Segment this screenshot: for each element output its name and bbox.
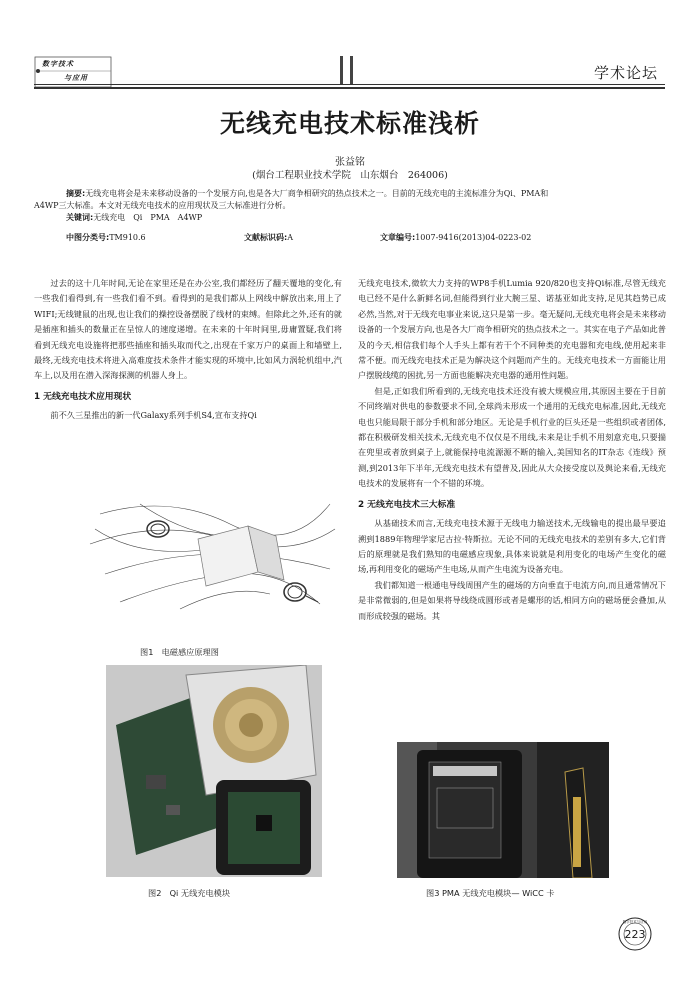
classification-number: 中图分类号:TM910.6 xyxy=(66,233,146,242)
right-paragraph2: 但是,正如我们所看到的,无线充电技术还没有被大规模应用,其原因主要在于目前不同终端对供电的参数要求不同,全球尚未形成一个通用的无线充电标准,因此,无线充电也只能局限于部分手机和部分地区。无论是手机行业的巨头还是一些组织或者团体,都在积极研发相关技术,无线充电不仅仅是不用线,未来是让手机不用刻意充电,只要揣在兜里或者放到桌子上,就能保持电流源源不断的输入,美国知名的IT杂志《连线》预测,到2013年下半年,无线充电技术有望普及,因此从大众接受度以及舆论来看,无线充电技术的发展将有一个不错的环境。 xyxy=(358,385,666,489)
abstract-block xyxy=(34,188,666,224)
author-name: 张益铭 xyxy=(335,157,365,168)
right-paragraph4: 我们都知道一根通电导线周围产生的磁场的方向垂直于电流方向,而且通常情况下是非常微弱的,但是如果将导线绕成圆形或者是螺形的话,相同方向的磁场便会叠加,从而形成较强的磁场。其 xyxy=(358,579,666,621)
figure3-caption: 图3 PMA 无线充电模块— WiCC 卡 xyxy=(426,888,555,898)
right-paragraph1: 无线充电技术,微软大力支持的WP8手机Lumia 920/820也支持Qi标准,尽管无线充电已经不是什么新鲜名词,但能得到行业大腕三星、诺基亚如此支持,足见其趋势已成必然,当然,对于无线充电事业来说,这只是第一步。毫无疑问,无线充电将会是未来移动设备的一个发展方向,也是各大厂商争相研究的热点技术之一。其实在电子产品如此普及的今天,相信我们每个人手头上都有若干个不同种类的充电器和充电线,使用起来非常不便。而无线充电技术正是为解决这个问题而产生的。无线充电技术一方面能让用户摆脱线缆的困扰,另一方面也能解决充电器的通用性问题。 xyxy=(358,278,666,381)
article-title: 无线充电技术标准浅析 xyxy=(219,109,480,138)
figure3-pma-card-photo xyxy=(397,742,609,878)
figure2-caption: 图2 Qi 无线充电模块 xyxy=(148,888,231,898)
document-code: 文献标识码:A xyxy=(244,233,293,242)
right-column-text xyxy=(358,276,666,624)
section1-paragraph: 前不久三星推出的新一代Galaxy系列手机S4,宣布支持Qi xyxy=(50,410,257,421)
page-badge-text: 数字技术与应用 xyxy=(622,920,648,924)
abstract-text-line2: A4WP三大标准。本文对无线充电技术的应用现状及三大标准进行分析。 xyxy=(34,201,291,210)
wicc-card-image-icon xyxy=(397,742,609,878)
figure1-caption: 图1 电磁感应原理图 xyxy=(140,647,219,657)
section2-heading: 2 无线充电技术三大标准 xyxy=(358,499,456,510)
magnetic-field-diagram-icon xyxy=(80,484,340,624)
intro-paragraph: 过去的这十几年时间,无论在家里还是在办公室,我们都经历了翻天覆地的变化,有一些我们看得到,有一些我们看不到。看得到的是我们都从上网线中解放出来,用上了WIFI;无线键鼠的出现,也让我们的操控设备摆脱了线材的束缚。但除此之外,还有的就是插座和插头的数量正在呈惊人的速度递增。在未来的十年时间里,毋庸置疑,我们将看到无线充电设施将把那些插座和插头取而代之,出现在千家万户的桌面上和墙壁上,最终,无线充电技术将进入高难度技术条件才能实现的环境中,比如风力涡轮机组中,汽车上,以及用在潜入深海探测的机器人身上。 xyxy=(34,278,342,381)
figure1-induction-diagram xyxy=(80,484,340,624)
logo-text-line2: 与应用 xyxy=(64,73,88,82)
header-divider-bar xyxy=(340,56,343,84)
page-number-badge xyxy=(618,917,652,951)
header-divider-bar xyxy=(350,56,353,84)
figure2-qi-module-photo xyxy=(106,665,322,877)
abstract-text-line1: 无线充电将会是未来移动设备的一个发展方向,也是各大厂商争相研究的热点技术之一。目前的无线充电的主流标准分为Qi、PMA和 xyxy=(85,189,549,198)
page-number: 223 xyxy=(624,928,646,941)
right-paragraph3: 从基础技术而言,无线充电技术源于无线电力输送技术,无线输电的提出最早要追溯到1889年物理学家尼古拉·特斯拉。无论不同的无线充电技术的差别有多大,它们背后的原理就是我们熟知的电磁感应现象,具体来说就是利用变化的电场产生变化的磁场,再利用变化的磁场产生电场,从而产生电流为设备充电。 xyxy=(358,518,666,575)
qi-module-image-icon xyxy=(106,665,322,877)
section1-heading: 1 无线充电技术应用现状 xyxy=(34,391,132,402)
author-affiliation: (烟台工程职业技术学院 山东烟台 264006) xyxy=(252,170,448,181)
header-rule xyxy=(34,87,665,89)
abstract-label: 摘要: xyxy=(66,189,86,198)
logo-text-line1: 数字技术 xyxy=(42,59,74,68)
left-column-text xyxy=(34,276,342,424)
header-rule xyxy=(34,84,665,85)
keywords-text: 无线充电 Qi PMA A4WP xyxy=(93,213,203,222)
column-name: 学术论坛 xyxy=(593,64,658,82)
article-number: 文章编号:1007-9416(2013)04-0223-02 xyxy=(380,233,532,242)
keywords-label: 关键词: xyxy=(66,213,94,222)
